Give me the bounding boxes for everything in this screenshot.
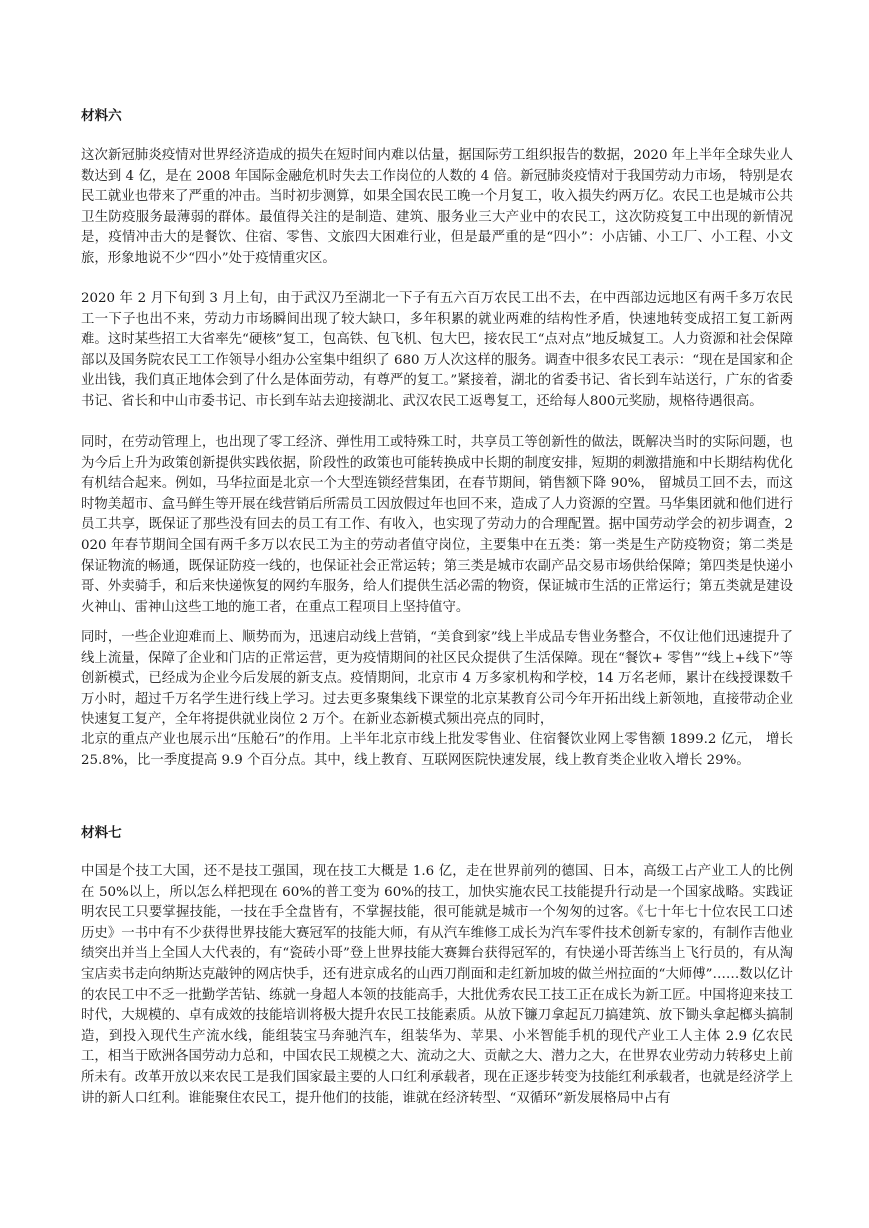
section-seven-title: 材料七 bbox=[81, 825, 122, 841]
section-six-paragraph-1: 这次新冠肺炎疫情对世界经济造成的损失在短时间内难以估量，据国际劳工组织报告的数据，2020 年上半年全球失业人数达到 4 亿，是在 2008 年国际金融危机时失去工作岗位的人数的 4 倍。新冠肺炎疫情对于我国劳动力市场， 特别是农民工就业也带来了严重的冲击。当时初步测算，如果全国农民工晚一个月复工，收入损失约两万亿。农民工也是城市公共卫生防疫服务最薄弱的群体。最值得关注的是制造、建筑、服务业三大产业中的农民工，这次防疫复工中出现的新情况是，疫情冲击大的是餐饮、住宿、零售、文旅四大困难行业，但是最严重的是“四小”：小店铺、小工厂、小工程、小文旅，形象地说不少“四小”处于疫情重灾区。 bbox=[81, 148, 793, 266]
section-six-title: 材料六 bbox=[81, 108, 122, 124]
section-six-paragraph-5: 北京的重点产业也展示出“压舱石”的作用。上半年北京市线上批发零售业、住宿餐饮业网上零售额 1899.2 亿元， 增长 25.8%，比一季度提高 9.9 个百分点。其中，线上教育、互联网医院快速发展，线上教育类企业收入增长 29%。 bbox=[81, 732, 793, 768]
section-six-paragraph-2: 2020 年 2 月下旬到 3 月上旬，由于武汉乃至湖北一下子有五六百万农民工出不去，在中西部边远地区有两千多万农民工一下子也出不来，劳动力市场瞬间出现了较大缺口，多年积累的就业两难的结构性矛盾，快速地转变成招工复工新两难。这时某些招工大省率先“硬核”复工，包高铁、包飞机、包大巴，接农民工“点对点”地反城复工。人力资源和社会保障部以及国务院农民工工作领导小组办公室集中组织了 680 万人次这样的服务。调查中很多农民工表示：“现在是国家和企业出钱，我们真正地体会到了什么是体面劳动，有尊严的复工。”紧接着，湖北的省委书记、省长到车站送行，广东的省委书记、省长和中山市委书记、市长到车站去迎接湖北、武汉农民工返粤复工，还给每人800元奖励，规格待遇很高。 bbox=[81, 291, 793, 409]
section-six-paragraph-4: 同时，一些企业迎难而上、顺势而为，迅速启动线上营销，“美食到家”线上半成品专售业务整合，不仅让他们迅速提升了线上流量，保障了企业和门店的正常运营，更为疫情期间的社区民众提供了生活保障。现在“餐饮+ 零售”“线上+线下”等创新模式，已经成为企业今后发展的新支点。疫情期间，北京市 4 万多家机构和学校，14 万名老师，累计在线授课数千万小时，超过千万名学生进行线上学习。过去更多聚集线下课堂的北京某教育公司今年开拓出线上新领地，直接带动企业快速复工复产，全年将提供就业岗位 2 万个。在新业态新模式频出亮点的同时， bbox=[81, 630, 793, 728]
section-six-paragraph-3: 同时，在劳动管理上，也出现了零工经济、弹性用工或特殊工时，共享员工等创新性的做法，既解决当时的实际问题，也为今后上升为政策创新提供实践依据，阶段性的政策也可能转换成中长期的制度安排，短期的刺激措施和中长期结构优化有机结合起来。例如，马华拉面是北京一个大型连锁经营集团，在春节期间，销售额下降 90%， 留城员工回不去，而这时物美超市、盒马鲜生等开展在线营销后所需员工因放假过年也回不来，造成了人力资源的空置。马华集团就和他们进行员工共享，既保证了那些没有回去的员工有工作、有收入，也实现了劳动力的合理配置。据中国劳动学会的初步调查，2020 年春节期间全国有两千多万以农民工为主的劳动者值守岗位，主要集中在五类：第一类是生产防疫物资；第二类是保证物流的畅通，既保证防疫一线的，也保证社会正常运转；第三类是城市农副产品交易市场供给保障；第四类是快递小哥、外卖骑手，和后来快递恢复的网约车服务，给人们提供生活必需的物资，保证城市生活的正常运行；第五类就是建设火神山、雷神山这些工地的施工者，在重点工程项目上坚持值守。 bbox=[81, 435, 793, 615]
section-seven-paragraph-1: 中国是个技工大国，还不是技工强国，现在技工大概是 1.6 亿，走在世界前列的德国、日本，高级工占产业工人的比例在 50%以上，所以怎么样把现在 60%的普工变为 60%的技工，加快实施农民工技能提升行动是一个国家战略。实践证明农民工只要掌握技能，一技在手全盘皆有，不掌握技能，很可能就是城市一个匆匆的过客。《七十年七十位农民工口述历史》一书中有不少获得世界技能大赛冠军的技能大师，有从汽车维修工成长为汽车零件技术创新专家的，有制作吉他业绩突出并当上全国人大代表的，有“瓷砖小哥”登上世界技能大赛舞台获得冠军的，有快递小哥苦练当上飞行员的，有从淘宝店卖书走向纳斯达克敲钟的网店快手，还有进京成名的山西刀削面和走红新加坡的做兰州拉面的“大师傅”……数以亿计的农民工中不乏一批勤学苦钻、练就一身超人本领的技能高手，大批优秀农民工技工正在成长为新工匠。中国将迎来技工时代，大规模的、卓有成效的技能培训将极大提升农民工技能素质。从放下镰刀拿起瓦刀搞建筑、放下锄头拿起榔头搞制造，到投入现代生产流水线，能组装宝马奔驰汽车，组装华为、苹果、小米智能手机的现代产业工人主体 2.9 亿农民工，相当于欧洲各国劳动力总和，中国农民工规模之大、流动之大、贡献之大、潜力之大，在世界农业劳动力转移史上前所未有。改革开放以来农民工是我们国家最主要的人口红利承载者，现在正逐步转变为技能红利承载者，也就是经济学上讲的新人口红利。谁能聚住农民工，提升他们的技能，谁就在经济转型、“双循环”新发展格局中占有 bbox=[81, 864, 793, 1106]
